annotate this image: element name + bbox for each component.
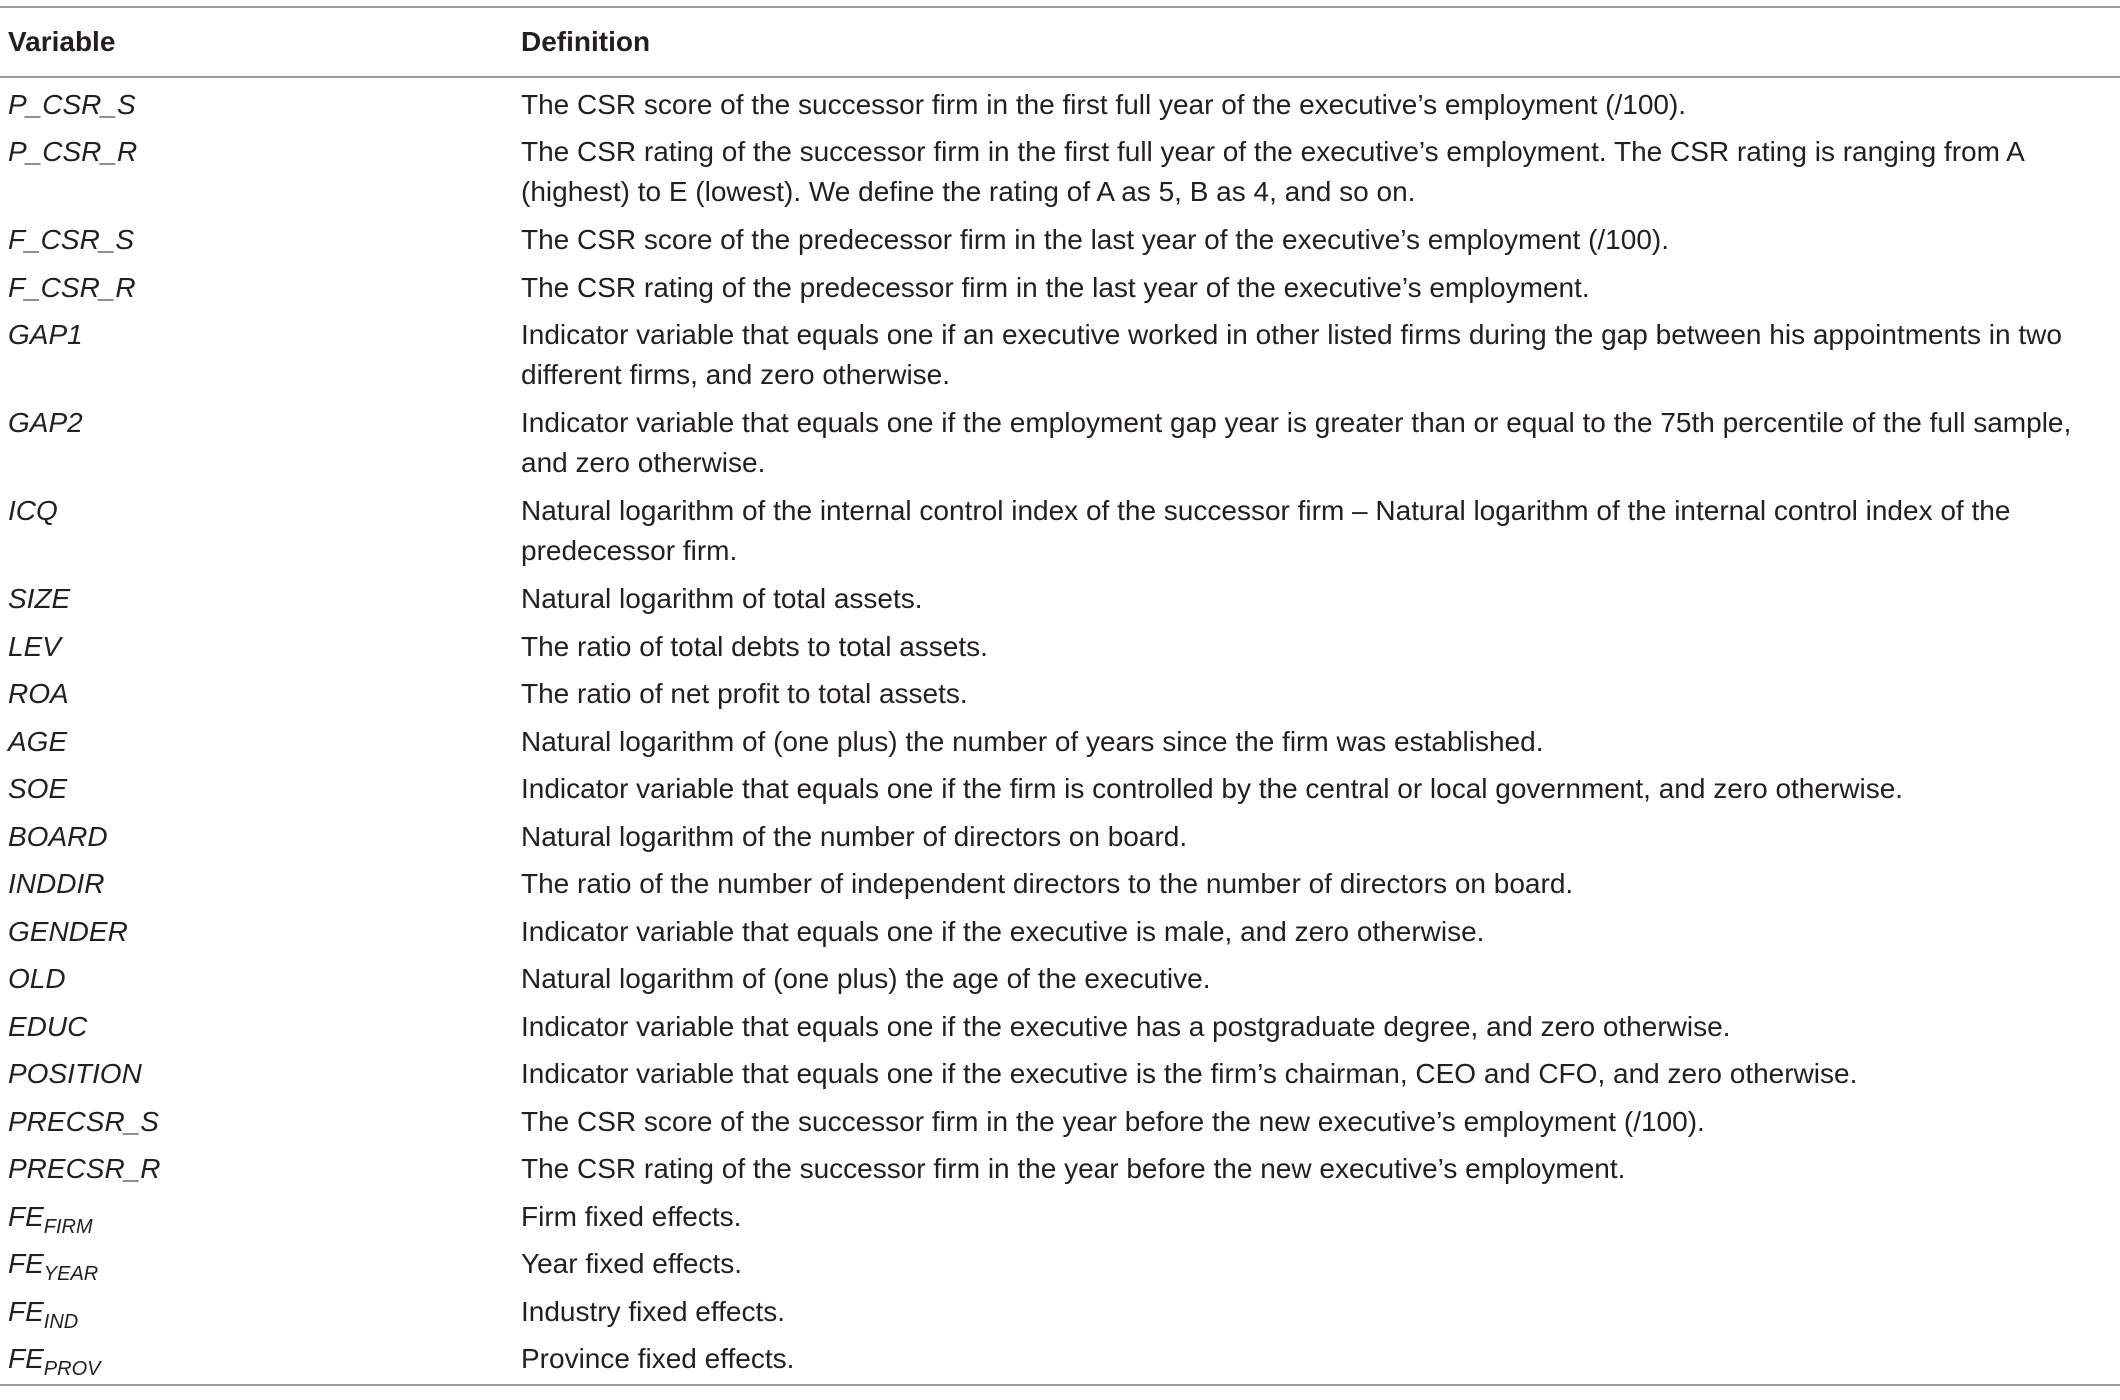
variable-cell: EDUC [8,1010,88,1042]
table-row [0,1000,2120,1048]
definition-cell: Province fixed effects. [521,1332,2120,1385]
definition-cell: The ratio of total debts to total assets. [521,630,988,662]
variable-subscript: PROV [43,1358,101,1380]
table-row [0,857,2120,905]
variable-subscript: YEAR [43,1263,99,1285]
variable-base: FE [8,1295,44,1327]
variable-cell: INDDIR [8,868,105,899]
variable-cell: POSITION [8,1058,142,1089]
table-row [0,572,2120,620]
variable-base: FE [8,1248,44,1279]
variable-cell [0,1190,521,1238]
definition-cell: Natural logarithm of (one plus) the number of years since the firm was established. [521,725,1544,757]
definition-cell: The ratio of net profit to total assets. [521,678,968,709]
table-row [0,1142,2120,1190]
table-row [0,667,2120,715]
table-row [0,810,2120,858]
variable-cell: ICQ [8,495,58,526]
variable-cell [0,1332,521,1385]
definition-cell: The CSR score of the successor firm in the first full year of the executive’s employment (/100). [521,89,1687,120]
variable-cell [0,1237,521,1285]
header-variable: Variable [0,7,521,77]
definition-cell: Indicator variable that equals one if the executive is the firm’s chairman, CEO and CFO, and zero otherwise. [521,1058,1858,1089]
variable-definitions-table [0,6,2120,1386]
variable-cell: OLD [8,963,66,994]
variable-cell: P_CSR_R [8,136,138,167]
table-row [0,1095,2120,1143]
variable-cell: GAP2 [8,407,83,438]
table-row [0,715,2120,763]
definition-cell: Firm fixed effects. [521,1200,742,1232]
table-row [0,261,2120,309]
variable-cell: SOE [8,773,68,804]
definition-cell: Natural logarithm of the internal control index of the successor firm – Natural logarithm of the internal control index of the predecessor firm. [521,495,2011,566]
table-row [0,1332,2120,1385]
definition-cell: Indicator variable that equals one if an executive worked in other listed firms during the gap between his appointments in two different firms, and zero otherwise. [521,319,2062,390]
variable-cell: F_CSR_R [8,271,136,303]
definition-cell: Natural logarithm of the number of directors on board. [521,820,1188,852]
variable-cell: AGE [8,725,68,757]
header-definition: Definition [521,7,2120,77]
definition-cell: Natural logarithm of total assets. [521,583,923,614]
table-row [0,905,2120,953]
variable-subscript: FIRM [43,1215,93,1238]
table-row [0,396,2120,484]
definition-cell: The CSR rating of the successor firm in the first full year of the executive’s employment. The CSR rating is ranging from A (highest) to E (lowest). We define the rating of A as 5, B as 4, and so on. [521,136,2024,207]
variable-cell: P_CSR_S [8,89,136,120]
definition-cell: The CSR score of the successor firm in the year before the new executive’s employment (/100). [521,1105,1705,1137]
table-row [0,762,2120,810]
table-row [0,213,2120,261]
variable-cell: GENDER [8,915,128,947]
table-row [0,1237,2120,1285]
variable-base: FE [8,1343,44,1374]
table-header-row [0,7,2120,77]
definition-cell: The CSR rating of the predecessor firm in the last year of the executive’s employment. [521,271,1590,303]
definition-cell: The CSR score of the predecessor firm in the last year of the executive’s employment (/100). [521,224,1669,255]
variable-cell: PRECSR_S [8,1105,159,1137]
table-row [0,620,2120,668]
definition-cell: Industry fixed effects. [521,1295,786,1327]
definition-cell: Indicator variable that equals one if the executive has a postgraduate degree, and zero otherwise. [521,1010,1731,1042]
table-row [0,125,2120,213]
variable-cell: SIZE [8,583,71,614]
variable-subscript: IND [43,1310,79,1333]
variable-cell: F_CSR_S [8,224,135,255]
definition-cell: Natural logarithm of (one plus) the age of the executive. [521,963,1211,994]
variable-base: FE [8,1200,44,1232]
variable-cell: GAP1 [8,319,83,350]
definition-cell: Indicator variable that equals one if the executive is male, and zero otherwise. [521,915,1485,947]
variable-cell: ROA [8,678,69,709]
variable-cell: LEV [8,630,61,662]
variable-cell [0,1285,521,1333]
table-row [0,1190,2120,1238]
variable-cell: BOARD [8,820,108,852]
definition-cell: Year fixed effects. [521,1248,743,1279]
table-row [0,484,2120,572]
table-row [0,77,2120,125]
definition-cell: The ratio of the number of independent directors to the number of directors on board. [521,868,1574,899]
table-row [0,1285,2120,1333]
table-row [0,1047,2120,1095]
table-row [0,308,2120,396]
definition-cell: Indicator variable that equals one if the firm is controlled by the central or local government, and zero otherwise. [521,773,1904,804]
variable-cell: PRECSR_R [8,1153,161,1184]
definition-cell: Indicator variable that equals one if the employment gap year is greater than or equal to the 75th percentile of the full sample, and zero otherwise. [521,407,2072,478]
table-row [0,952,2120,1000]
definition-cell: The CSR rating of the successor firm in the year before the new executive’s employment. [521,1153,1626,1184]
